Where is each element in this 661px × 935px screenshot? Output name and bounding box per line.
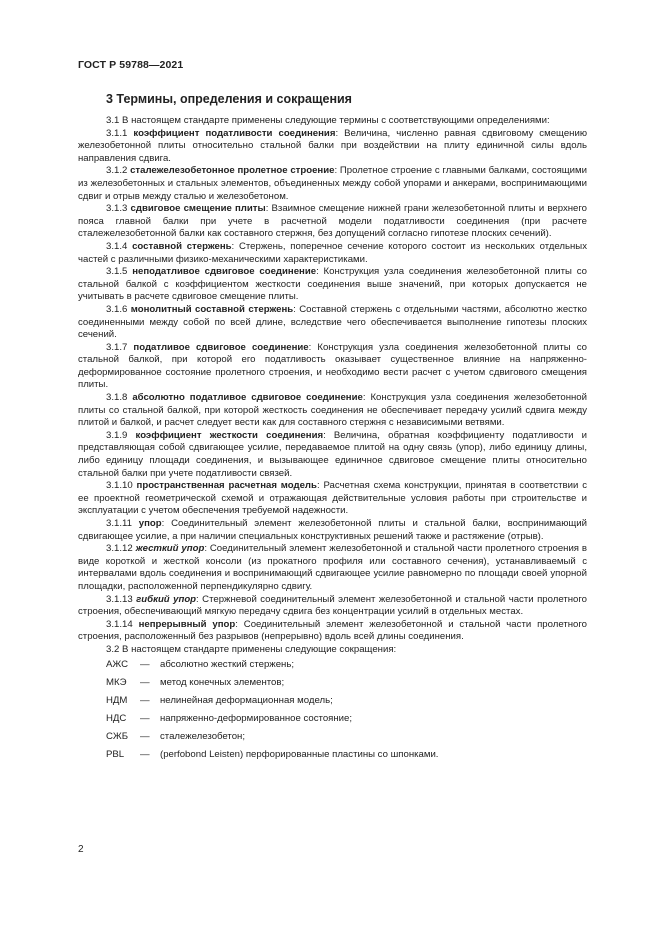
term-definition: : Стержневой соединительный элемент железобетонной и стальной части пролетного строения, обеспечивающий мягкую передачу сдвига без концентрации усилий в отдельных местах. xyxy=(78,593,587,618)
abbreviation-row xyxy=(78,695,587,713)
abbreviation-code: НДС xyxy=(106,712,127,724)
term-item xyxy=(78,430,587,480)
document-body xyxy=(78,115,587,767)
abbreviation-code: НДМ xyxy=(106,694,128,706)
abbreviation-dash: — xyxy=(140,712,150,724)
term-definition: : Соединительный элемент железобетонной и стальной части пролетного строения в виде короткой и жесткой консоли (из прокатного профиля или составного сечения), устанавливаемый с интервалами вдоль соединения и воспринимающий сдвигающее усилие равномерно по площади своей упорной площадки, расположенной перпендикулярно сдвигу. xyxy=(78,543,587,592)
term-definition: : Соединительный элемент железобетонной плиты и стальной балки, воспринимающий сдвигающее усилие, а при наличии специальных конструктивных решений также и растяжение (отрыв). xyxy=(78,518,587,542)
abbreviation-code: PBL xyxy=(106,748,125,760)
term-number: 3.1.6 xyxy=(106,303,128,315)
term-name: коэффициент податливости соединения xyxy=(133,127,336,139)
page-number: 2 xyxy=(78,844,84,855)
term-item xyxy=(78,480,587,518)
term-definition: : Величина, обратная коэффициенту податливости и представляющая собой сдвигающее усилие, передаваемое плитой на одну связь (упор), либо единицу длины, либо единицу площади соединения, и вызывающее единичное сдвиговое смещение плиты относительно стальной балки при учете податливости связей. xyxy=(78,429,587,479)
term-name: сталежелезобетонное пролетное строение xyxy=(130,165,335,177)
abbreviation-row xyxy=(78,659,587,677)
abbreviations-intro: 3.2 В настоящем стандарте применены следующие сокращения: xyxy=(106,643,397,655)
abbreviation-description: абсолютно жесткий стержень; xyxy=(160,658,295,670)
abbreviation-row xyxy=(78,677,587,695)
abbreviation-description: сталежелезобетон; xyxy=(160,730,246,742)
term-item xyxy=(78,266,587,304)
term-number: 3.1.1 xyxy=(106,127,128,139)
term-name: непрерывный упор xyxy=(138,618,236,630)
term-name: неподатливое сдвиговое соединение xyxy=(132,266,317,278)
term-number: 3.1.9 xyxy=(106,429,128,441)
term-name: гибкий упор xyxy=(136,593,197,605)
term-item xyxy=(78,304,587,342)
term-definition: : Стержень, поперечное сечение которого состоит из нескольких отдельных частей с различными физико-механическими характеристиками. xyxy=(78,240,587,265)
term-number: 3.1.10 xyxy=(106,480,133,492)
term-item xyxy=(78,203,587,241)
abbreviation-description: нелинейная деформационная модель; xyxy=(160,694,333,706)
term-name: монолитный составной стержень xyxy=(130,303,294,315)
term-definition: : Составной стержень с отдельными частями, абсолютно жестко соединенными между собой по всей длине, вследствие чего обеспечивается выполнение гипотезы плоских сечений. xyxy=(78,303,588,341)
term-definition: : Величина, численно равная сдвиговому смещению железобетонной плиты относительно стальной балки при воздействии на плиту единичной силы вдоль направления сдвига. xyxy=(78,127,588,164)
term-name: абсолютно податливое сдвиговое соединение xyxy=(132,392,363,404)
term-definition: : Конструкция узла соединения железобетонной плиты со стальной балкой с коэффициентом жесткости соединения выше значений, при которых допускается не учитывать в расчете сдвиговое смещение плиты. xyxy=(78,266,588,303)
abbreviation-dash: — xyxy=(140,694,150,706)
term-item xyxy=(78,165,587,203)
abbreviation-description: (perfobond Leisten) перфорированные пластины со шпонками. xyxy=(160,748,439,760)
abbreviation-dash: — xyxy=(140,748,150,760)
term-item xyxy=(78,342,587,392)
section-title: 3 Термины, определения и сокращения xyxy=(106,92,352,106)
term-name: составной стержень xyxy=(132,240,232,252)
term-name: упор xyxy=(138,518,162,529)
term-number: 3.1.14 xyxy=(106,618,133,630)
term-number: 3.1.2 xyxy=(106,165,128,177)
term-item xyxy=(78,619,587,644)
term-number: 3.1.13 xyxy=(106,593,133,605)
abbreviation-row xyxy=(78,749,587,767)
abbreviation-list xyxy=(78,659,587,767)
term-number: 3.1.4 xyxy=(106,240,128,252)
term-name: пространственная расчетная модель xyxy=(136,480,317,492)
abbreviation-description: метод конечных элементов; xyxy=(160,676,285,688)
abbreviation-code: СЖБ xyxy=(106,730,129,742)
term-number: 3.1.3 xyxy=(106,203,128,215)
abbreviation-code: АЖС xyxy=(106,658,129,670)
term-definition: : Конструкция узла соединения железобетонной плиты со стальной балкой, при которой жесткость соединения не обеспечивает передачу усилий сдвига между плитой и балкой, и расчет следует вести как для составного стержня с независимыми ветвями. xyxy=(78,392,587,429)
terms-intro: 3.1 В настоящем стандарте применены следующие термины с соответствующими определениями: xyxy=(106,115,550,126)
term-name: жесткий упор xyxy=(135,543,205,555)
abbreviation-dash: — xyxy=(140,676,150,688)
term-number: 3.1.5 xyxy=(106,266,128,278)
abbreviation-row xyxy=(78,731,587,749)
abbreviation-code: МКЭ xyxy=(106,676,127,688)
abbreviation-dash: — xyxy=(140,730,150,742)
term-definition: : Взаимное смещение нижней грани железобетонной плиты и верхнего пояса главной балки при учете в расчетной модели податливости соединения (при расчете сталежелезобетонной балки как составного стержня, без допущений согласно гипотезе плоских сечений). xyxy=(78,203,588,240)
abbreviation-dash: — xyxy=(140,658,150,670)
term-item xyxy=(78,128,587,166)
term-item xyxy=(78,241,587,266)
term-item xyxy=(78,392,587,430)
term-definition: : Конструкция узла соединения железобетонной плиты со стальной балкой, при которой его податливость оказывает существенное влияние на напряженно-деформированное состояние пролетного строения, и необходимо вести расчет с учетом сдвигового смещения плиты. xyxy=(78,341,587,391)
term-item xyxy=(78,543,587,593)
term-number: 3.1.8 xyxy=(106,392,128,404)
abbreviation-row xyxy=(78,713,587,731)
term-number: 3.1.12 xyxy=(106,543,133,555)
term-definition: : Пролетное строение с главными балками, состоящими из железобетонных и стальных элементов, объединенных между собой упорами и анкерами, воспринимающими сдвиг и отрыв между сталью и железобетоном. xyxy=(78,165,587,202)
term-definition: : Соединительный элемент железобетонной и стальной части пролетного строения, расположенный без разрывов (непрерывно) вдоль всей длины соединения. xyxy=(78,618,587,643)
term-number: 3.1.7 xyxy=(106,341,128,353)
term-name: коэффициент жесткости соединения xyxy=(135,429,324,441)
abbreviation-description: напряженно-деформированное состояние; xyxy=(160,712,353,724)
term-item xyxy=(78,594,587,619)
term-name: податливое сдвиговое соединение xyxy=(133,341,309,353)
document-header: ГОСТ Р 59788—2021 xyxy=(78,59,184,71)
term-definition: : Расчетная схема конструкции, принятая в соответствии с ее проектной геометрической схемой и отражающая действительные условия работы при строительстве и эксплуатации с учетом обеспечения требуемой надежности. xyxy=(78,480,587,517)
term-number: 3.1.11 xyxy=(106,518,132,529)
term-name: сдвиговое смещение плиты xyxy=(130,203,266,215)
term-item xyxy=(78,518,587,543)
